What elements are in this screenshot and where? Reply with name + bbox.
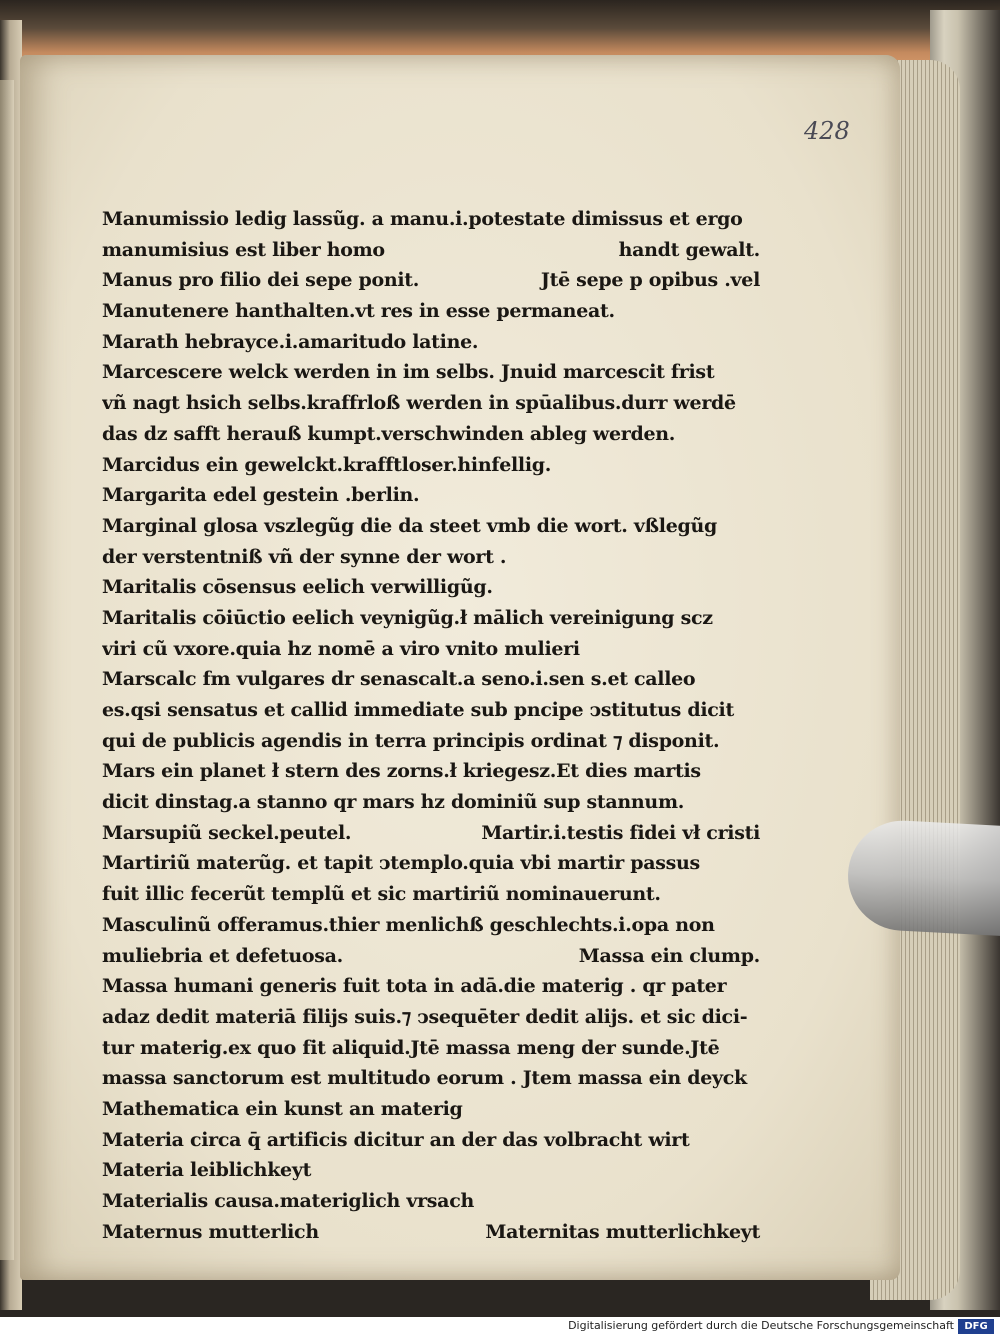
text-line bbox=[102, 1217, 762, 1248]
line-text: Marcidus ein gewelckt.krafftloser.hinfellig. bbox=[102, 453, 552, 476]
line-text: viri cũ vxore.quia hz nomē a viro vnito mulieri bbox=[102, 637, 580, 660]
text-line bbox=[102, 1033, 762, 1064]
line-text: das dz safft herauß kumpt.verschwinden ableg werden. bbox=[102, 422, 676, 445]
text-line bbox=[102, 265, 762, 296]
folio-number: 428 bbox=[804, 117, 850, 145]
line-text: Marginal glosa vszlegũg die da steet vmb die wort. vßlegũg bbox=[102, 514, 717, 537]
line-text: manumisius est liber homo bbox=[102, 238, 385, 261]
line-text: Manus pro filio dei sepe ponit. bbox=[102, 269, 420, 292]
line-text: Marath hebrayce.i.amaritudo latine. bbox=[102, 330, 479, 353]
line-text: vñ nagt hsich selbs.kraffrloß werden in spūalibus.durr werdē bbox=[102, 392, 736, 415]
text-line bbox=[102, 1155, 762, 1186]
text-line bbox=[102, 726, 762, 757]
text-line bbox=[102, 664, 762, 695]
line-text: Materialis causa.materiglich vrsach bbox=[102, 1190, 474, 1212]
text-line bbox=[102, 1094, 762, 1125]
text-line bbox=[102, 756, 762, 787]
text-line bbox=[102, 634, 762, 665]
text-line bbox=[102, 357, 762, 388]
text-line bbox=[102, 695, 762, 726]
line-text: Marsupiũ seckel.peutel. bbox=[102, 821, 352, 844]
text-block bbox=[102, 204, 762, 1247]
text-line bbox=[102, 511, 762, 542]
line-text: Marcescere welck werden in im selbs. Jnuid marcescit frist bbox=[102, 361, 715, 384]
line-text: Mathematica ein kunst an materig bbox=[102, 1097, 463, 1120]
text-line bbox=[102, 941, 762, 972]
line-text: muliebria et defetuosa. bbox=[102, 944, 343, 967]
line-text: tur materig.ex quo fit aliquid.Jtē massa meng der sunde.Jtē bbox=[102, 1036, 720, 1059]
line-text: Marscalc fm vulgares dr senascalt.a seno.i.sen s.et calleo bbox=[102, 668, 696, 691]
text-line bbox=[102, 480, 762, 511]
line-aside-text: Massa ein clump. bbox=[578, 944, 760, 967]
text-line bbox=[102, 1125, 762, 1156]
dfg-logo: DFG bbox=[958, 1319, 994, 1334]
text-line bbox=[102, 327, 762, 358]
text-line bbox=[102, 787, 762, 818]
text-line bbox=[102, 419, 762, 450]
line-text: Martiriũ materũg. et tapit ↄtemplo.quia vbi martir passus bbox=[102, 852, 700, 875]
text-line bbox=[102, 971, 762, 1002]
text-line bbox=[102, 204, 762, 235]
line-text: qui de publicis agendis in terra principis ordinat ⁊ disponit. bbox=[102, 729, 720, 752]
text-line bbox=[102, 818, 762, 849]
text-line bbox=[102, 296, 762, 327]
text-line bbox=[102, 388, 762, 419]
text-line bbox=[102, 1186, 762, 1217]
line-text: fuit illic fecerũt templũ et sic martiriũ nominauerunt. bbox=[102, 883, 661, 906]
text-line bbox=[102, 572, 762, 603]
line-text: dicit dinstag.a stanno qr mars hz dominiũ sup stannum. bbox=[102, 791, 685, 814]
line-text: Mars ein planet ł stern des zorns.ł kriegesz.Et dies martis bbox=[102, 760, 701, 783]
line-text: adaz dedit materiā filijs suis.⁊ ↄsequēter dedit alijs. et sic dici- bbox=[102, 1005, 748, 1028]
line-text: massa sanctorum est multitudo eorum . Jtem massa ein deyck bbox=[102, 1067, 747, 1090]
left-page-edge bbox=[0, 80, 14, 1260]
line-text: Maritalis cōiūctio eelich veynigũg.ł mālich vereinigung scz bbox=[102, 606, 713, 629]
line-text: Margarita edel gestein .berlin. bbox=[102, 484, 420, 507]
text-line bbox=[102, 603, 762, 634]
text-line bbox=[102, 879, 762, 910]
text-line bbox=[102, 1002, 762, 1033]
page-holder-clip bbox=[845, 818, 1000, 936]
line-text: Maternus mutterlich bbox=[102, 1220, 319, 1243]
line-text: Massa humani generis fuit tota in adā.die materig . qr pater bbox=[102, 975, 727, 998]
text-line bbox=[102, 450, 762, 481]
text-line bbox=[102, 848, 762, 879]
footer-bar bbox=[0, 1317, 1000, 1337]
text-line bbox=[102, 542, 762, 573]
line-text: Manumissio ledig lassũg. a manu.i.potestate dimissus et ergo bbox=[102, 208, 743, 230]
text-line bbox=[102, 910, 762, 941]
line-text: Materia circa q̄ artificis dicitur an der das volbracht wirt bbox=[102, 1128, 690, 1151]
line-text: es.qsi sensatus et callid immediate sub pncipe ↄstitutus dicit bbox=[102, 699, 734, 721]
text-line bbox=[102, 1063, 762, 1094]
credit-text: Digitalisierung gefördert durch die Deutsche Forschungsgemeinschaft bbox=[568, 1319, 954, 1332]
line-text: der verstentniß vñ der synne der wort . bbox=[102, 545, 507, 568]
line-aside-text: Maternitas mutterlichkeyt bbox=[485, 1220, 760, 1243]
text-line bbox=[102, 235, 762, 266]
line-aside-text: Jtē sepe p opibus .vel bbox=[540, 269, 760, 292]
line-text: Masculinũ offeramus.thier menlichß geschlechts.i.opa non bbox=[102, 913, 715, 936]
line-aside-text: Martir.i.testis fidei vł cristi bbox=[481, 821, 760, 844]
line-aside-text: handt gewalt. bbox=[618, 238, 760, 261]
line-text: Maritalis cōsensus eelich verwilligũg. bbox=[102, 576, 493, 599]
line-text: Materia leiblichkeyt bbox=[102, 1159, 312, 1182]
line-text: Manutenere hanthalten.vt res in esse permaneat. bbox=[102, 300, 615, 323]
